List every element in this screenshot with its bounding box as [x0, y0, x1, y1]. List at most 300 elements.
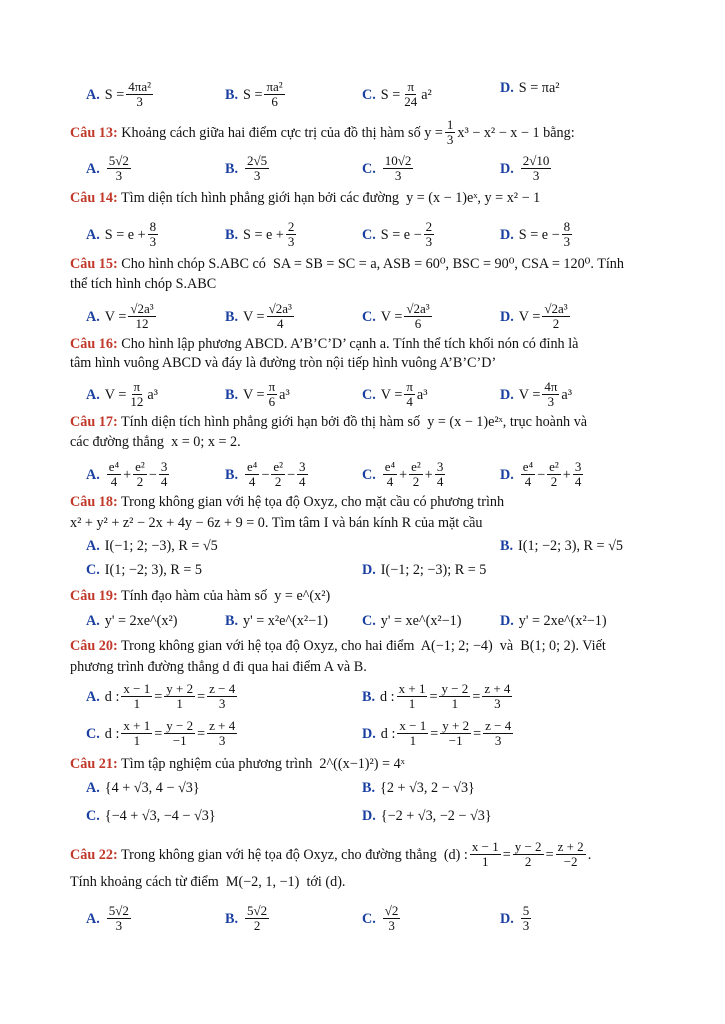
denominator: 3 [218, 696, 226, 711]
fraction [159, 460, 170, 489]
fraction [271, 460, 285, 489]
option-letter: D. [362, 808, 376, 824]
option-letter: D. [362, 562, 376, 578]
denominator: 1 [409, 733, 417, 748]
numerator: 5√2 [247, 903, 268, 918]
denominator: 4 [574, 474, 582, 489]
denominator: −2 [563, 854, 578, 869]
q20-option-b[interactable]: B. d : $\frac{x + 1}{1}$ = $\frac{y - 2}{1}$ = $\frac{z + 4}{3}$ [362, 681, 511, 711]
option-letter: C. [362, 86, 376, 103]
option-letter: C. [362, 466, 376, 483]
option-letter: B. [225, 308, 239, 325]
operator: − [537, 466, 546, 483]
denominator: 4 [299, 474, 306, 489]
q17-option-b[interactable] [225, 460, 310, 489]
fraction [267, 380, 278, 409]
option-text: {2 + √3, 2 − √3} [380, 780, 475, 796]
option-letter: A. [86, 613, 100, 629]
question-text: Trong không gian với hệ tọa độ Oxyz, cho đường thẳng (d) : [117, 846, 468, 863]
fraction [207, 719, 237, 748]
denominator: 12 [135, 316, 149, 331]
denominator: 3 [388, 918, 395, 933]
fraction [383, 460, 397, 489]
option-letter: C. [86, 808, 100, 824]
question-label: Câu 14: [70, 190, 118, 206]
option-text: d : [380, 688, 395, 705]
question-label: Câu 15: [70, 256, 118, 272]
fraction [445, 118, 456, 147]
option-text: d : [104, 688, 120, 705]
option-text: y' = x²e^(x²−1) [243, 613, 328, 629]
option-letter: B. [225, 226, 239, 243]
option-text: S = e + [243, 226, 284, 243]
denominator: 3 [563, 234, 571, 249]
numerator: 3 [436, 459, 444, 474]
option-letter: D. [500, 308, 514, 325]
numerator: π [133, 379, 141, 394]
q22-stem-line2 [70, 874, 345, 890]
numerator: x − 1 [399, 718, 427, 733]
question-text: các đường thẳng x = 0; x = 2. [70, 434, 241, 450]
operator: − [261, 466, 270, 483]
operator: + [399, 466, 408, 483]
numerator: √2a³ [406, 301, 430, 316]
numerator: y − 2 [441, 681, 469, 696]
q13-stem [70, 118, 575, 147]
option-text: S = [380, 86, 401, 103]
option-letter: A. [86, 386, 100, 403]
option-text: S = πa² [518, 80, 560, 96]
numerator: 10√2 [384, 153, 412, 168]
question-text: tâm hình vuông ABCD và đáy là đường tròn nội tiếp hình vuông A’B’C’D’ [70, 355, 497, 371]
numerator: 2 [425, 219, 433, 234]
question-text: Trong không gian với hệ tọa độ Oxyz, cho mặt cầu có phương trình [117, 494, 505, 510]
q13-option-d[interactable] [500, 154, 553, 183]
denominator: 3 [115, 168, 123, 183]
option-text: S = [104, 86, 125, 103]
option-text: {−2 + √3, −2 − √3} [380, 808, 492, 824]
numerator: z − 4 [485, 718, 512, 733]
q12-option-c[interactable] [362, 80, 432, 109]
fraction [470, 840, 501, 869]
q20-stem-line2 [70, 659, 367, 675]
option-text: {−4 + √3, −4 − √3} [104, 808, 216, 824]
option-text: V = [380, 386, 403, 403]
q20-option-a[interactable]: A. d : $\frac{x - 1}{1}$ = $\frac{y + 2}{1}$ = $\frac{z - 4}{3}$ [86, 681, 236, 711]
numerator: y + 2 [166, 681, 194, 696]
fraction [404, 302, 431, 331]
numerator: e⁴ [108, 459, 120, 474]
fraction [207, 682, 237, 711]
question-text: phương trình đường thẳng d đi qua hai điểm A và B. [70, 659, 367, 675]
fraction [133, 460, 147, 489]
q14-option-d[interactable] [500, 220, 574, 249]
numerator: πa² [266, 79, 283, 94]
numerator: e⁴ [247, 459, 258, 474]
q16-option-a[interactable] [86, 380, 158, 409]
denominator: −1 [448, 733, 463, 748]
numerator: e⁴ [384, 459, 396, 474]
fraction [562, 220, 573, 249]
option-text: d : [380, 725, 396, 742]
option-letter: B. [225, 466, 239, 483]
option-letter: D. [500, 226, 514, 243]
q12-option-b[interactable] [225, 80, 287, 109]
option-text: {4 + √3, 4 − √3} [104, 780, 200, 796]
denominator: 2 [136, 474, 144, 489]
option-text: S = e − [518, 226, 560, 243]
operator: + [424, 466, 433, 483]
denominator: 12 [130, 394, 144, 409]
option-text: a³ [416, 386, 428, 403]
q13-option-a[interactable] [86, 154, 133, 183]
option-text: a³ [279, 386, 290, 403]
option-letter: D. [500, 80, 514, 96]
option-letter: B. [225, 386, 239, 403]
q19-option-b[interactable] [225, 613, 328, 629]
denominator: 1 [408, 696, 416, 711]
q20-option-c[interactable]: C. d : $\frac{x + 1}{1}$ = $\frac{y - 2}{-1}$ = $\frac{z + 4}{3}$ [86, 718, 236, 748]
fraction [128, 380, 145, 409]
denominator: 3 [494, 733, 502, 748]
fraction [245, 904, 269, 933]
option-letter: B. [500, 538, 514, 554]
question-label: Câu 22: [70, 846, 118, 863]
fraction [107, 154, 131, 183]
question-text: Tính diện tích hình phẳng giới hạn bởi đồ thị hàm số y = (x − 1)e²ˣ, trục hoành và [117, 414, 588, 430]
q20-option-d[interactable]: D. d : $\frac{x - 1}{1}$ = $\frac{y + 2}{-1}$ = $\frac{z - 4}{3}$ [362, 718, 512, 748]
q14-option-a[interactable] [86, 220, 160, 249]
fraction [404, 380, 415, 409]
option-letter: A. [86, 780, 100, 796]
q19-option-a[interactable] [86, 613, 177, 629]
q12-option-a[interactable] [86, 80, 155, 109]
question-text: Cho hình chóp S.ABC có SA = SB = SC = a, ASB = 60⁰, BSC = 90⁰, CSA = 120⁰. Tính [117, 256, 624, 272]
q19-stem [70, 588, 330, 604]
q22-stem: Câu 22: Trong không gian với hệ tọa độ Oxyz, cho đường thẳng (d) : $\frac{x - 1}{1}$ = $\frac{y - 2}{2}$ = $\frac{z + 2}{-2}$ . [70, 839, 592, 869]
option-letter: A. [86, 466, 100, 483]
denominator: 3 [547, 394, 555, 409]
q21-stem [70, 756, 405, 772]
numerator: x − 1 [123, 681, 151, 696]
option-text: y' = 2xe^(x²) [104, 613, 178, 629]
question-text: Tính khoảng cách từ điểm M(−2, 1, −1) tới (d). [70, 874, 346, 890]
q18-option-b[interactable] [500, 538, 623, 554]
q15-option-a[interactable] [86, 302, 158, 331]
option-text: S = e + [104, 226, 146, 243]
denominator: 6 [268, 394, 276, 409]
question-label: Câu 21: [70, 756, 118, 772]
denominator: 2 [274, 474, 282, 489]
option-text: V = [518, 308, 541, 325]
question-label: Câu 19: [70, 588, 118, 604]
numerator: 3 [574, 459, 582, 474]
q22-option-d[interactable] [500, 904, 533, 933]
option-letter: A. [86, 910, 100, 927]
option-letter: A. [86, 538, 100, 554]
denominator: 1 [133, 733, 141, 748]
option-letter: D. [500, 386, 514, 403]
q14-stem [70, 190, 540, 206]
q21-option-d[interactable] [362, 808, 492, 824]
option-text: V = [518, 386, 541, 403]
denominator: 3 [287, 234, 295, 249]
option-text: d : [104, 725, 120, 742]
denominator: 6 [414, 316, 422, 331]
fraction [440, 719, 471, 748]
fraction [264, 80, 284, 109]
question-text: Tìm diện tích hình phẳng giới hạn bởi các đường y = (x − 1)eˣ, y = x² − 1 [117, 190, 541, 206]
fraction [383, 154, 414, 183]
option-letter: C. [86, 725, 100, 742]
numerator: √2a³ [544, 301, 568, 316]
option-letter: D. [362, 725, 376, 742]
denominator: 1 [451, 696, 459, 711]
question-label: Câu 18: [70, 494, 118, 510]
denominator: 4 [248, 474, 256, 489]
q16-option-d[interactable] [500, 380, 572, 409]
numerator: π [407, 79, 415, 94]
numerator: z + 4 [484, 681, 511, 696]
numerator: 1 [446, 117, 454, 132]
option-text: a³ [147, 386, 158, 403]
operator: + [562, 466, 571, 483]
q19-option-c[interactable] [362, 613, 461, 629]
q18-option-a[interactable] [86, 538, 218, 554]
denominator: 4 [160, 474, 168, 489]
numerator: 2√5 [247, 153, 268, 168]
option-text: S = e − [380, 226, 422, 243]
q13-option-b[interactable] [225, 154, 271, 183]
fraction [383, 904, 401, 933]
denominator: 3 [136, 94, 143, 109]
denominator: 3 [394, 168, 402, 183]
denominator: 2 [552, 316, 560, 331]
numerator: 5√2 [108, 153, 129, 168]
numerator: 8 [149, 219, 157, 234]
denominator: 4 [436, 474, 444, 489]
option-letter: A. [86, 160, 100, 177]
option-text: I(−1; 2; −3); R = 5 [380, 562, 487, 578]
q15-option-c[interactable] [362, 302, 434, 331]
denominator: 3 [494, 696, 501, 711]
numerator: z + 2 [557, 839, 584, 854]
option-text: a² [421, 86, 432, 103]
question-text: x² + y² + z² − 2x + 4y − 6z + 9 = 0. Tìm tâm I và bán kính R của mặt cầu [70, 515, 483, 531]
numerator: 4πa² [128, 79, 151, 94]
option-text: a³ [561, 386, 572, 403]
q17-option-d[interactable] [500, 460, 585, 489]
q17-option-c[interactable] [362, 460, 447, 489]
fraction [297, 460, 308, 489]
option-letter: D. [500, 910, 514, 927]
q18-option-d[interactable] [362, 562, 486, 578]
fraction [513, 840, 544, 869]
fraction [542, 380, 559, 409]
numerator: e² [273, 459, 284, 474]
question-text: thể tích hình chóp S.ABC [70, 276, 217, 292]
option-letter: D. [500, 160, 514, 177]
option-letter: A. [86, 226, 100, 243]
q15-option-b[interactable] [225, 302, 296, 331]
q21-option-b[interactable] [362, 780, 475, 796]
numerator: e² [411, 459, 421, 474]
denominator: 3 [149, 234, 157, 249]
option-text: I(1; −2; 3), R = √5 [518, 538, 623, 554]
operator: − [287, 466, 296, 483]
question-text: Cho hình lập phương ABCD. A’B’C’D’ cạnh a. Tính thể tích khối nón có đỉnh là [117, 336, 579, 352]
question-text: Khoảng cách giữa hai điểm cực trị của đồ thị hàm số [117, 124, 425, 141]
numerator: y − 2 [514, 839, 542, 854]
numerator: z − 4 [209, 681, 236, 696]
fraction [435, 460, 446, 489]
option-text: V = [104, 386, 127, 403]
numerator: 2√10 [522, 153, 550, 168]
question-math: x³ − x² − x − 1 [457, 124, 540, 141]
numerator: x + 1 [123, 718, 151, 733]
fraction [121, 719, 152, 748]
q15-stem-line2 [70, 276, 216, 292]
option-letter: C. [362, 308, 376, 325]
denominator: 2 [253, 918, 261, 933]
q19-option-d[interactable] [500, 613, 607, 629]
option-letter: D. [500, 466, 514, 483]
numerator: 3 [160, 459, 168, 474]
fraction [521, 460, 535, 489]
fraction [107, 460, 121, 489]
option-text: V = [104, 308, 127, 325]
option-letter: B. [362, 688, 376, 705]
q16-stem [70, 336, 578, 352]
option-letter: A. [86, 688, 100, 705]
option-letter: A. [86, 308, 100, 325]
fraction [397, 682, 428, 711]
numerator: x + 1 [398, 681, 426, 696]
q17-option-a[interactable] [86, 460, 171, 489]
option-text: I(−1; 2; −3), R = √5 [104, 538, 218, 554]
option-letter: C. [362, 160, 376, 177]
option-text: V = [243, 386, 265, 403]
question-text: Tìm tập nghiệm của phương trình 2^((x−1)²) = 4ˣ [117, 756, 405, 772]
fraction [402, 80, 419, 109]
q15-stem [70, 256, 624, 272]
denominator: 3 [218, 733, 226, 748]
fraction [424, 220, 435, 249]
q14-option-c[interactable] [362, 220, 436, 249]
question-text: Tính đạo hàm của hàm số y = e^(x²) [117, 588, 331, 604]
option-letter: B. [225, 910, 239, 927]
denominator: 3 [446, 132, 454, 147]
q16-option-b[interactable] [225, 380, 290, 409]
q18-stem-line2 [70, 515, 482, 531]
question-label: Câu 17: [70, 414, 118, 430]
denominator: 3 [532, 168, 540, 183]
denominator: 3 [425, 234, 433, 249]
option-text: V = [380, 308, 403, 325]
denominator: 4 [524, 474, 532, 489]
question-label: Câu 16: [70, 336, 118, 352]
q16-option-c[interactable] [362, 380, 427, 409]
numerator: 8 [563, 219, 571, 234]
fraction [439, 682, 470, 711]
q13-option-c[interactable] [362, 154, 415, 183]
option-text: S = [243, 86, 263, 103]
option-letter: B. [362, 780, 376, 796]
denominator: 2 [550, 474, 558, 489]
numerator: π [268, 379, 276, 394]
fraction [245, 154, 269, 183]
numerator: e⁴ [522, 459, 534, 474]
denominator: 4 [110, 474, 118, 489]
question-math: y = [424, 124, 443, 141]
option-letter: C. [86, 562, 100, 578]
fraction [267, 302, 294, 331]
numerator: 3 [299, 459, 306, 474]
q17-stem [70, 414, 587, 430]
option-letter: C. [362, 386, 376, 403]
q21-option-a[interactable] [86, 780, 200, 796]
fraction [286, 220, 297, 249]
option-letter: D. [500, 613, 514, 629]
fraction [107, 904, 131, 933]
option-letter: B. [225, 86, 239, 103]
q21-option-c[interactable] [86, 808, 216, 824]
option-text: I(1; −2; 3), R = 5 [104, 562, 202, 578]
denominator: 4 [406, 394, 413, 409]
denominator: 3 [115, 918, 123, 933]
denominator: 4 [386, 474, 394, 489]
fraction [573, 460, 584, 489]
denominator: 3 [253, 168, 261, 183]
fraction [245, 460, 259, 489]
numerator: e² [135, 459, 145, 474]
q18-stem [70, 494, 504, 510]
denominator: 1 [176, 696, 183, 711]
option-text: V = [243, 308, 265, 325]
q20-stem [70, 638, 606, 654]
option-letter: C. [362, 226, 376, 243]
fraction [547, 460, 561, 489]
denominator: 2 [524, 854, 532, 869]
q15-option-d[interactable] [500, 302, 572, 331]
numerator: 5√2 [108, 903, 129, 918]
fraction [482, 682, 512, 711]
q18-option-c[interactable] [86, 562, 202, 578]
numerator: 5 [522, 903, 530, 918]
q16-stem-line2 [70, 355, 496, 371]
fraction [164, 719, 195, 748]
denominator: 2 [412, 474, 420, 489]
numerator: 4π [544, 379, 558, 394]
denominator: 24 [404, 94, 418, 109]
q22-option-b[interactable] [225, 904, 271, 933]
fraction [148, 220, 159, 249]
numerator: x − 1 [471, 839, 499, 854]
fraction [556, 840, 586, 869]
denominator: 1 [482, 854, 489, 869]
question-text: bằng: [539, 124, 575, 141]
fraction [483, 719, 513, 748]
question-label: Câu 20: [70, 638, 118, 654]
q12-option-d[interactable] [500, 80, 560, 96]
option-letter: C. [362, 910, 376, 927]
q22-option-a[interactable] [86, 904, 133, 933]
fraction [521, 154, 552, 183]
q14-option-b[interactable] [225, 220, 298, 249]
numerator: √2 [384, 903, 399, 918]
numerator: π [406, 379, 413, 394]
q22-option-c[interactable] [362, 904, 402, 933]
